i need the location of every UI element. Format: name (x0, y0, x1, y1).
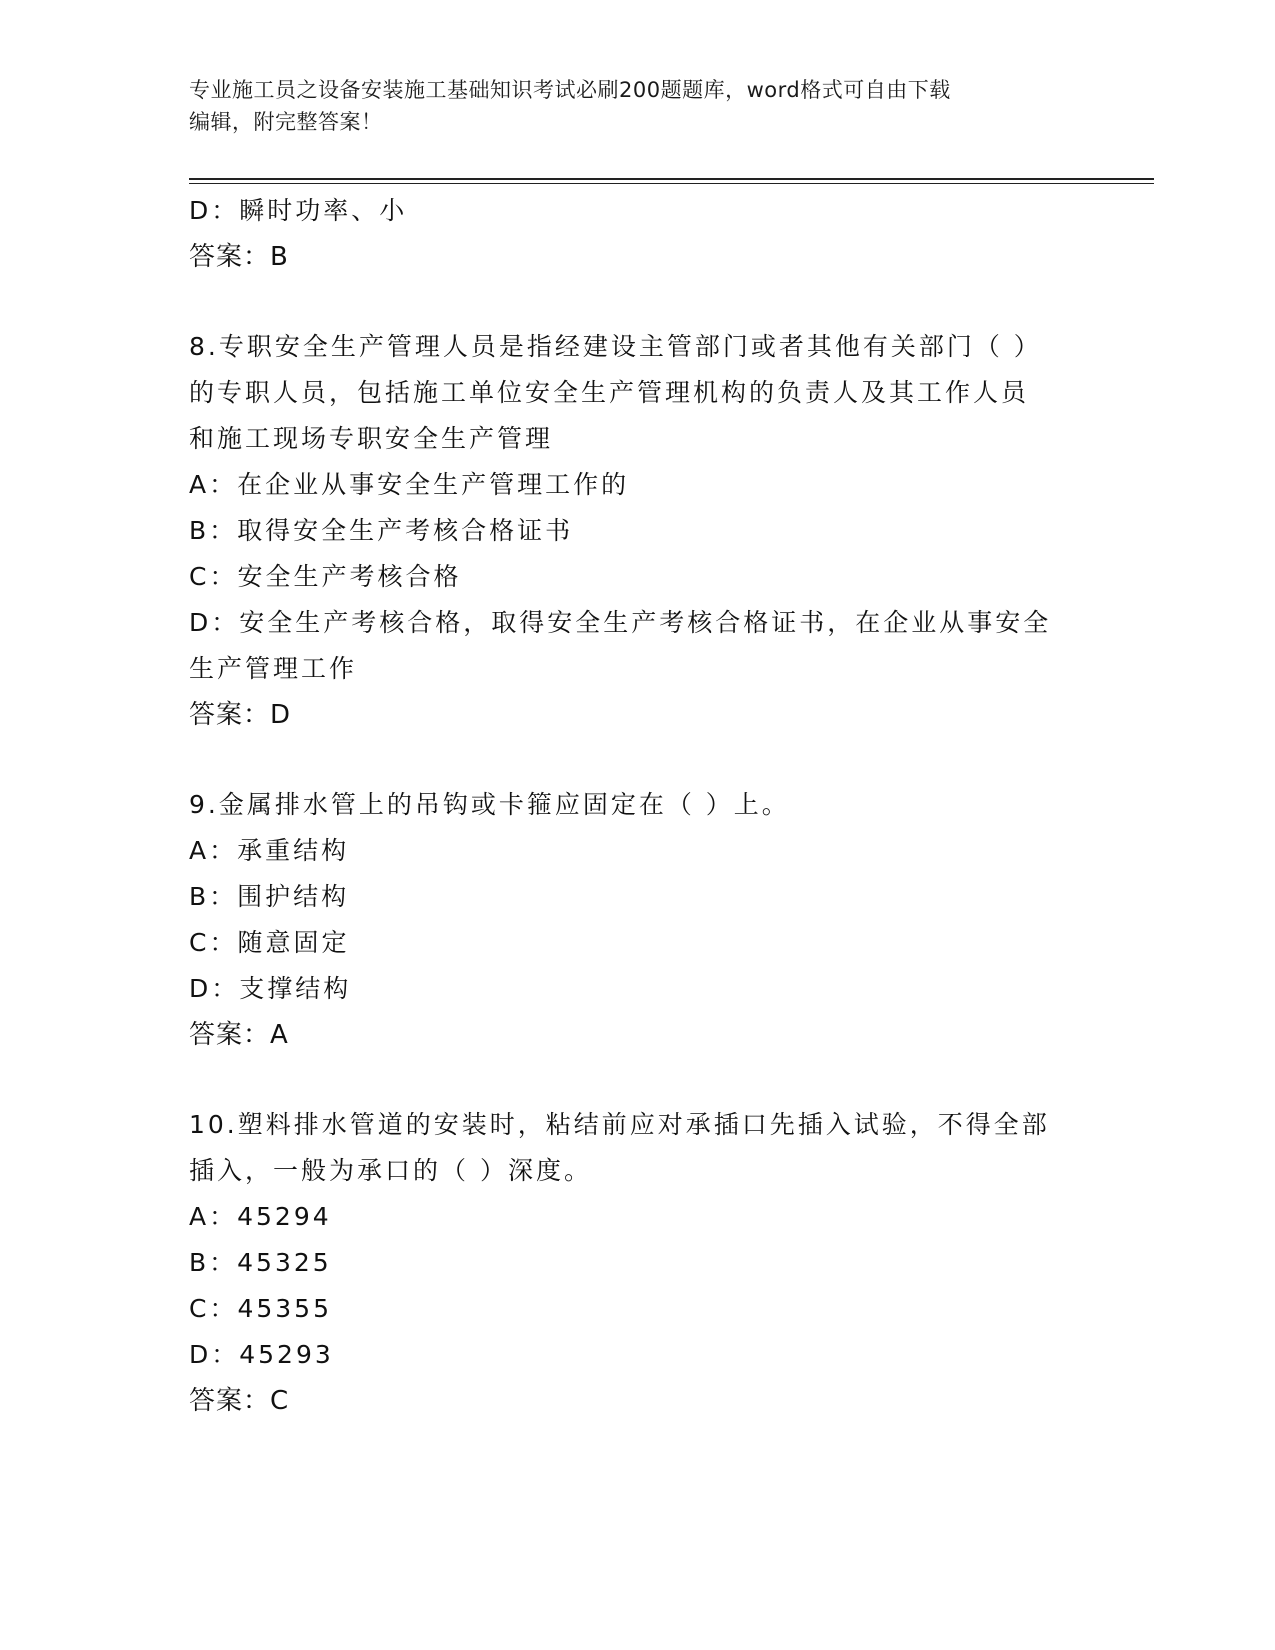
q10-option-a: A：45294 (189, 1202, 332, 1231)
prev-option-d: D：瞬时功率、小 (189, 196, 408, 225)
q8-stem-line-3: 和施工现场专职安全生产管理 (189, 424, 554, 453)
q8-answer: 答案：D (189, 700, 292, 730)
header-rule-thin (189, 183, 1154, 184)
q10-stem-line-1: 10.塑料排水管道的安装时，粘结前应对承插口先插入试验，不得全部 (189, 1110, 1050, 1139)
q9-option-b: B：围护结构 (189, 882, 350, 911)
header-line-2: 编辑，附完整答案！ (189, 110, 383, 134)
document-header (189, 74, 1089, 138)
q8-option-c: C：安全生产考核合格 (189, 562, 462, 591)
q8-stem-line-1: 8.专职安全生产管理人员是指经建设主管部门或者其他有关部门（ ） (189, 332, 1042, 361)
q10-option-d: D：45293 (189, 1340, 334, 1369)
spacer (189, 280, 1089, 324)
spacer (189, 738, 1089, 782)
q9-option-a: A：承重结构 (189, 836, 350, 865)
question-10 (189, 1102, 1089, 1424)
question-9 (189, 782, 1089, 1058)
question-8 (189, 324, 1089, 738)
q9-answer: 答案：A (189, 1020, 289, 1050)
q8-option-d-line-2: 生产管理工作 (189, 654, 358, 683)
q10-option-b: B：45325 (189, 1248, 332, 1277)
q10-answer: 答案：C (189, 1386, 290, 1416)
header-line-1: 专业施工员之设备安装施工基础知识考试必刷200题题库，word格式可自由下载 (189, 78, 951, 102)
q8-option-b: B：取得安全生产考核合格证书 (189, 516, 574, 545)
spacer (189, 1058, 1089, 1102)
q10-stem-line-2: 插入，一般为承口的（ ）深度。 (189, 1156, 592, 1185)
prev-answer: 答案：B (189, 242, 289, 272)
q8-stem-line-2: 的专职人员，包括施工单位安全生产管理机构的负责人及其工作人员 (189, 378, 1030, 407)
q9-stem: 9.金属排水管上的吊钩或卡箍应固定在（ ）上。 (189, 790, 790, 819)
header-rule-thick (189, 178, 1154, 180)
question-content (189, 188, 1089, 1424)
q9-option-c: C：随意固定 (189, 928, 350, 957)
q9-option-d: D：支撑结构 (189, 974, 352, 1003)
q8-option-d-line-1: D：安全生产考核合格，取得安全生产考核合格证书，在企业从事安全 (189, 608, 1052, 637)
q10-option-c: C：45355 (189, 1294, 332, 1323)
q8-option-a: A：在企业从事安全生产管理工作的 (189, 470, 630, 499)
